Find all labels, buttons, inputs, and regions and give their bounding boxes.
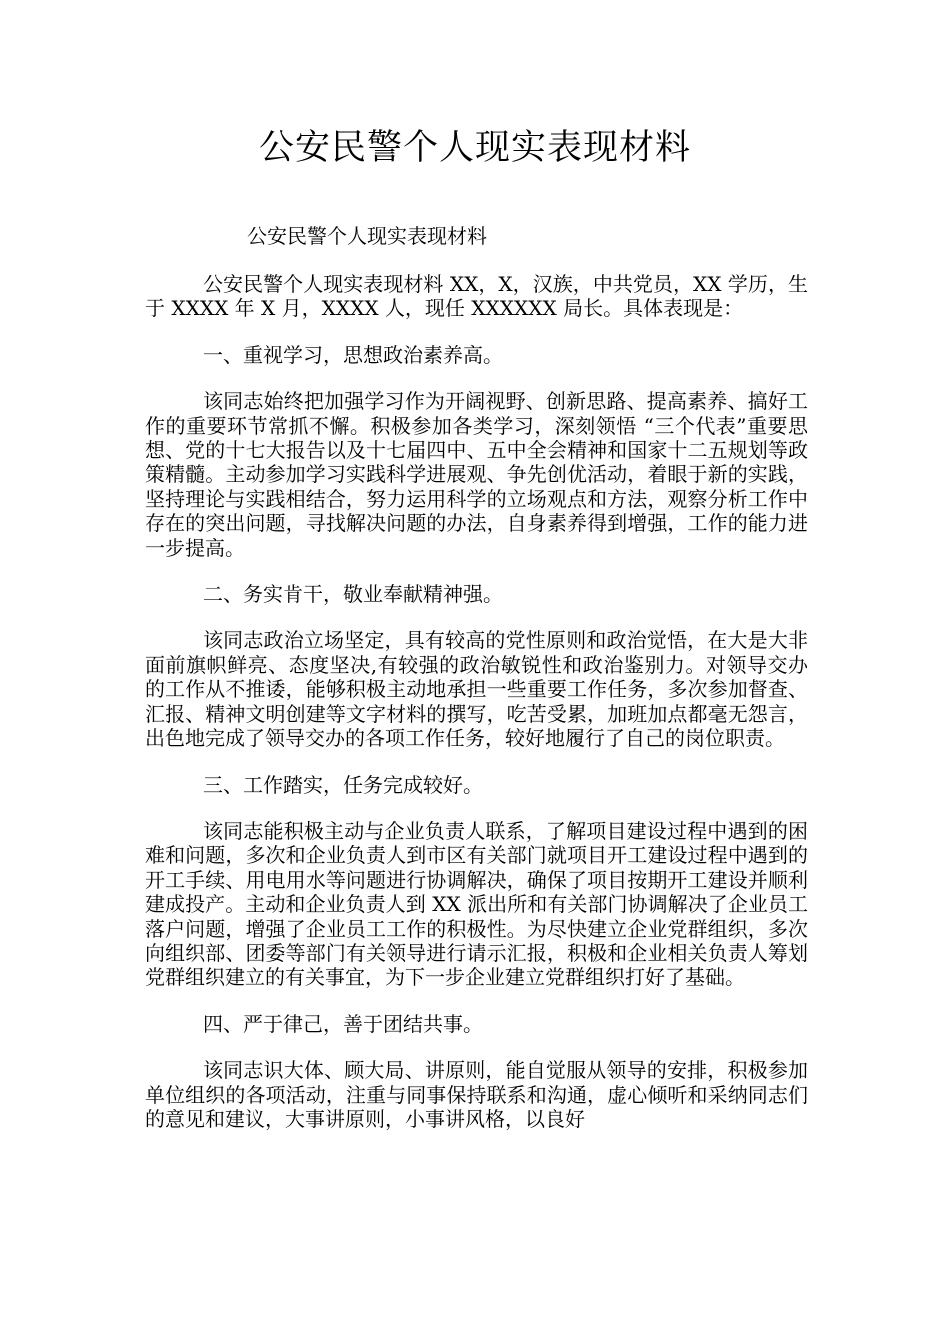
section-body-4: 该同志识大体、顾大局、讲原则，能自觉服从领导的安排，积极参加单位组织的各项活动，注重与同事保持联系和沟通，虚心倾听和采纳同志们的意见和建议，大事讲原则，小事讲风格，以良好 [145,1058,808,1131]
document-body [145,224,808,1153]
intro-paragraph: 公安民警个人现实表现材料 XX，X，汉族，中共党员，XX 学历，生于 XXXX 年 X 月，XXXX 人，现任 XXXXXX 局长。具体表现是： [145,272,808,321]
document-subtitle: 公安民警个人现实表现材料 [247,224,487,248]
section-heading-4: 四、严于律己，善于团结共事。 [203,1011,483,1036]
section-heading-2: 二、务实肯干，敬业奉献精神强。 [203,582,503,607]
section-body-1: 该同志始终把加强学习作为开阔视野、创新思路、提高素养、搞好工作的重要环节常抓不懈。积极参加各类学习，深刻领悟 “三个代表”重要思想、党的十七大报告以及十七届四中、五中全会精神和国家十二五规划等政策精髓。主动参加学习实践科学进展观、争先创优活动，着眼于新的实践，坚持理论与实践相结合，努力运用科学的立场观点和方法，观察分析工作中存在的突出问题，寻找解决问题的办法，自身素养得到增强，工作的能力进一步提高。 [145,389,808,560]
page-title: 公安民警个人现实表现材料 [258,128,691,168]
section-heading-1: 一、重视学习，思想政治素养高。 [203,342,503,367]
section-heading-3: 三、工作踏实，任务完成较好。 [203,772,483,797]
section-body-3: 该同志能积极主动与企业负责人联系，了解项目建设过程中遇到的困难和问题，多次和企业负责人到市区有关部门就项目开工建设过程中遇到的开工手续、用电用水等问题进行协调解决，确保了项目按期开工建设并顺利建成投产。主动和企业负责人到 XX 派出所和有关部门协调解决了企业员工落户问题，增强了企业员工工作的积极性。为尽快建立企业党群组织，多次向组织部、团委等部门有关领导进行请示汇报，积极和企业相关负责人筹划党群组织建立的有关事宜，为下一步企业建立党群组织打好了基础。 [145,818,808,990]
section-body-2: 该同志政治立场坚定，具有较高的党性原则和政治觉悟，在大是大非面前旗帜鲜亮、态度坚决,有较强的政治敏锐性和政治鉴别力。对领导交办的工作从不推诿，能够积极主动地承担一些重要工作任务，多次参加督查、汇报、精神文明创建等文字材料的撰写，吃苦受累，加班加点都毫无怨言，出色地完成了领导交办的各项工作任务，较好地履行了自己的岗位职责。 [145,628,808,751]
